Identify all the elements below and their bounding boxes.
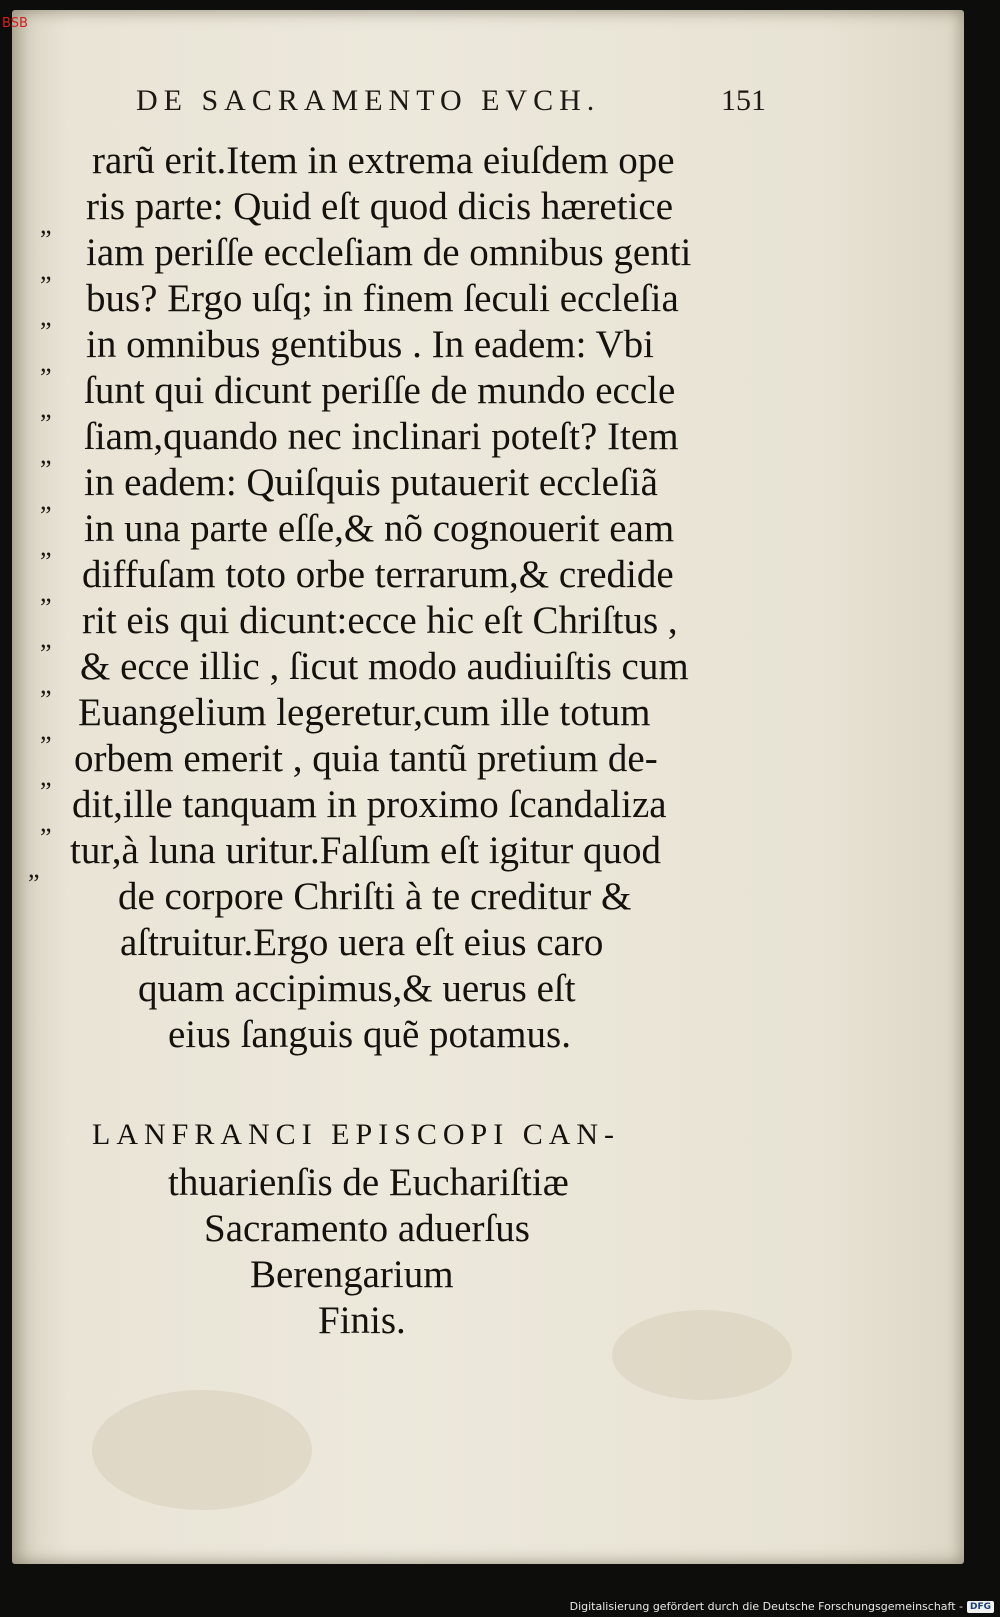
colophon-line: Sacramento aduerſus [204, 1207, 530, 1250]
text-line: bus? Ergo uſq; in finem ſeculi eccleſia [86, 277, 679, 320]
quotation-marker: „ [40, 808, 52, 837]
quotation-marker: „ [40, 624, 52, 653]
text-line: orbem emerit , quia tantũ pretium de- [74, 737, 658, 780]
running-head-title: DE SACRAMENTO EVCH. [136, 84, 601, 117]
text-line: aſtruitur.Ergo uera eſt eius caro [120, 921, 604, 964]
text-line: rit eis qui dicunt:ecce hic eſt Chriſtus , [82, 599, 678, 642]
text-line: & ecce illic , ſicut modo audiuiſtis cum [80, 645, 689, 688]
text-line: quam accipimus,& uerus eſt [138, 967, 576, 1010]
quotation-marker: „ [40, 302, 52, 331]
dfg-logo: DFG [967, 1601, 994, 1613]
quotation-marker: „ [40, 440, 52, 469]
colophon-line: thuarienſis de Euchariſtiæ [168, 1161, 569, 1204]
text-line: eius ſanguis quẽ potamus. [168, 1013, 571, 1056]
quotation-marker: „ [40, 394, 52, 423]
quotation-marker: „ [40, 762, 52, 791]
text-line: in omnibus gentibus . In eadem: Vbi [86, 323, 654, 366]
text-line: rarũ erit.Item in extrema eiuſdem ope [92, 139, 675, 182]
colophon-finis: Finis. [318, 1299, 406, 1342]
library-watermark: BSB [2, 16, 28, 31]
text-line: Euangelium legeretur,cum ille totum [78, 691, 651, 734]
colophon-line: Berengarium [250, 1253, 454, 1296]
quotation-marker: „ [40, 578, 52, 607]
text-line: dit,ille tanquam in proximo ſcandaliza [72, 783, 667, 826]
quotation-marker: „ [40, 348, 52, 377]
text-line: de corpore Chriſti à te creditur & [118, 875, 632, 918]
quotation-marker: „ [40, 256, 52, 285]
text-line: iam periſſe eccleſiam de omnibus genti [86, 231, 692, 274]
quotation-marker: „ [40, 670, 52, 699]
running-head [136, 84, 766, 124]
credit-text: Digitalisierung gefördert durch die Deutsche Forschungsgemeinschaft - [569, 1600, 963, 1613]
paper-stain [612, 1310, 792, 1400]
quotation-marker: „ [40, 486, 52, 515]
text-line: ris parte: Quid eſt quod dicis hæretice [86, 185, 674, 228]
text-line: in una parte eſſe,& nõ cognouerit eam [84, 507, 675, 550]
text-line: ſiam,quando nec inclinari poteſt? Item [84, 415, 679, 458]
digitization-credit [570, 1600, 994, 1613]
quotation-marker: „ [40, 716, 52, 745]
colophon-heading: LANFRANCI EPISCOPI CAN- [92, 1118, 621, 1151]
text-line: in eadem: Quiſquis putauerit eccleſiã [84, 461, 658, 504]
quotation-marker: „ [40, 532, 52, 561]
text-line: ſunt qui dicunt periſſe de mundo eccle [84, 369, 676, 412]
quotation-marker: „ [40, 210, 52, 239]
quotation-marker: „ [28, 854, 40, 883]
text-line: diffuſam toto orbe terrarum,& credide [82, 553, 674, 596]
paper-stain [92, 1390, 312, 1510]
page-number: 151 [721, 84, 766, 117]
text-line: tur,à luna uritur.Falſum eſt igitur quod [70, 829, 661, 872]
